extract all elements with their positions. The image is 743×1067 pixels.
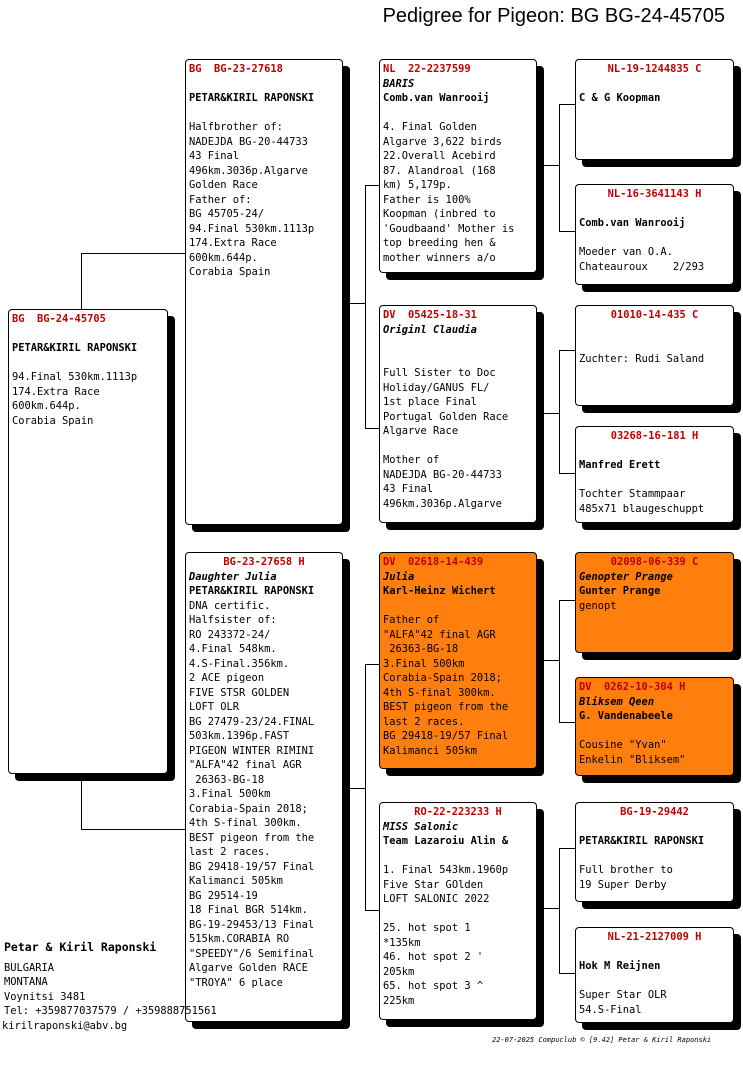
ring-number: DV 0262-10-304 H [579, 681, 686, 693]
note-line: Portugal Golden Race [383, 410, 509, 423]
owner-name: Team Lazaroiu Alin & [383, 835, 509, 847]
note-line: NADEJDA BG-20-44733 [383, 468, 502, 481]
note-line: Moeder van O.A. [579, 246, 673, 258]
note-line: 43 Final [383, 483, 434, 495]
connector-line [365, 185, 366, 429]
note-line: Algarve Race [383, 425, 459, 437]
breeder-region: MONTANA [4, 976, 48, 988]
note-line: 65. hot spot 3 ^ [383, 980, 484, 992]
pigeon-name: Bliksem Qeen [579, 695, 655, 708]
connector-line [559, 350, 560, 474]
note-line: Mother of [383, 454, 440, 466]
pigeon-card-dam-sire[interactable] [379, 552, 537, 769]
note-line: 1st place Final [383, 396, 477, 408]
note-line: BG 45705-24/ [189, 208, 265, 220]
ring-number: 03268-16-181 H [610, 430, 699, 442]
ring-number: NL-16-3641143 H [607, 188, 702, 200]
note-line: 174.Extra Race [12, 385, 100, 398]
note-line: Holiday/GANUS FL/ [383, 381, 490, 394]
note-line: Golden Race [189, 179, 258, 191]
note-line: 'Goudbaand' Mother is [383, 222, 515, 235]
note-line: "SPEEDY"/6 Semifinal [189, 947, 315, 960]
note-line: 4th S-final 300km. [189, 817, 302, 829]
ring-number: NL-21-2127009 H [607, 931, 702, 943]
connector-line [537, 908, 560, 909]
note-line: BG-19-29453/13 Final [189, 918, 315, 931]
connector-line [81, 829, 185, 830]
note-line: LOFT OLR [189, 701, 240, 713]
note-line: 1. Final 543km.1960p [383, 864, 509, 876]
note-line: 4.S-Final.356km. [189, 657, 290, 670]
pigeon-name: MISS Salonic [383, 820, 459, 833]
pigeon-card-dam-sire-sire[interactable] [575, 552, 734, 653]
pigeon-card-subject[interactable] [8, 309, 168, 774]
owner-name: G. Vandenabeele [579, 710, 673, 722]
ring-number: BG BG-24-45705 [12, 313, 106, 325]
owner-name: Karl-Heinz Wichert [383, 585, 496, 597]
note-line: Cousine "Yvan" [579, 739, 667, 751]
note-line: Father is 100% [383, 193, 471, 206]
connector-line [365, 664, 379, 665]
owner-name: Gunter Prange [579, 585, 661, 597]
breeder-country: BULGARIA [4, 961, 55, 974]
note-line: 496km.3036p.Algarve [189, 164, 308, 177]
connector-line [365, 910, 379, 911]
note-line: Super Star OLR [579, 989, 667, 1001]
owner-name: Comb.van Wanrooij [383, 92, 490, 104]
note-line: DNA certific. [189, 599, 271, 612]
pigeon-card-sire-dam[interactable] [379, 305, 537, 523]
note-line: 4.Final 548km. [189, 643, 277, 655]
pigeon-name: Originl Claudia [383, 323, 477, 336]
pigeon-card-sire-sire[interactable] [379, 59, 537, 273]
note-line: last 2 races. [383, 715, 465, 728]
note-line: Full Sister to Doc [383, 367, 496, 379]
note-line: "ALFA"42 final AGR [189, 759, 302, 771]
connector-line [559, 350, 575, 351]
connector-line [559, 104, 560, 232]
note-line: Corabia-Spain 2018; [189, 802, 308, 815]
note-line: *135km [383, 936, 421, 949]
note-line: 503km.1396p.FAST [189, 730, 290, 742]
note-line: 25. hot spot 1 [383, 922, 471, 934]
connector-line [559, 600, 575, 601]
owner-name: Hok M Reijnen [579, 960, 661, 972]
connector-line [559, 722, 575, 723]
note-line: Corabia Spain [189, 266, 271, 278]
note-line: Kalimanci 505km [383, 744, 477, 757]
note-line: 46. hot spot 2 ' [383, 951, 484, 963]
connector-line [343, 303, 366, 304]
connector-line [559, 473, 575, 474]
breeder-info [2, 940, 217, 1033]
note-line: Tochter Stammpaar [579, 488, 686, 500]
note-line: Algarve 3,622 birds [383, 135, 502, 148]
note-line: NADEJDA BG-20-44733 [189, 135, 308, 148]
note-line: 205km [383, 965, 415, 978]
ring-number: NL 22-2237599 [383, 63, 471, 75]
pigeon-name: Julia [383, 570, 415, 583]
note-line: LOFT SALONIC 2022 [383, 893, 490, 905]
note-line: BG 29418-19/57 Final [383, 730, 509, 742]
note-line: 2 ACE pigeon [189, 672, 265, 684]
note-line: 3.Final 500km [383, 657, 465, 670]
connector-line [537, 165, 560, 166]
ring-number: RO-22-223233 H [414, 806, 502, 818]
note-line: "TROYA" 6 place [189, 976, 283, 989]
note-line: 22.Overall Acebird [383, 150, 496, 162]
connector-line [537, 413, 560, 414]
owner-name: PETAR&KIRIL RAPONSKI [189, 585, 315, 597]
note-line: RO 243372-24/ [189, 628, 271, 641]
pigeon-name: BARIS [383, 77, 415, 90]
note-line: Kalimanci 505km [189, 875, 283, 887]
pigeon-card-dam-sire-dam[interactable] [575, 677, 734, 776]
note-line: "ALFA"42 final AGR [383, 628, 496, 641]
note-line: Chateauroux 2/293 [579, 260, 705, 273]
note-line: BG 27479-23/24.FINAL [189, 715, 315, 728]
pigeon-card-sire-dam-dam[interactable] [575, 426, 734, 523]
footer-credits: 22-07-2025 Compuclub © [9.42] Petar & Kiril Raponski [492, 1036, 712, 1044]
owner-name: PETAR&KIRIL RAPONSKI [579, 835, 705, 847]
note-line: Algarve Golden RACE [189, 962, 308, 974]
note-line: genopt [579, 599, 617, 612]
owner-name: PETAR&KIRIL RAPONSKI [12, 342, 138, 354]
breeder-phone: Tel: +359877037579 / +359888751561 [4, 1005, 217, 1017]
note-line: 26363-BG-18 [189, 773, 265, 786]
note-line: Koopman (inbred to [383, 208, 496, 220]
connector-line [537, 660, 560, 661]
note-line: Enkelin "Bliksem" [579, 753, 686, 766]
ring-number: NL-19-1244835 C [607, 63, 702, 75]
breeder-email: kirilraponski@abv.bg [2, 1019, 128, 1032]
note-line: 496km.3036p.Algarve [383, 497, 502, 510]
ring-number: BG-19-29442 [620, 806, 689, 818]
note-line: 94.Final 530km.1113p [189, 222, 315, 235]
connector-line [559, 231, 575, 232]
pigeon-card-sire-dam-sire[interactable] [575, 305, 734, 406]
pigeon-name: Daughter Julia [189, 570, 277, 583]
note-line: km) 5,179p. [383, 179, 452, 191]
note-line: 26363-BG-18 [383, 643, 459, 655]
pigeon-card-dam-dam-dam[interactable] [575, 927, 734, 1023]
pigeon-card-sire[interactable] [185, 59, 343, 525]
ring-number: BG-23-27658 H [223, 556, 305, 568]
note-line: top breeding hen & [383, 237, 496, 249]
note-line: BG 29418-19/57 Final [189, 860, 315, 873]
ring-number: DV 02618-14-439 [383, 556, 484, 568]
connector-line [559, 973, 575, 974]
note-line: Father of: [189, 193, 252, 206]
note-line: 3.Final 500km [189, 788, 271, 800]
note-line: 600km.644p. [189, 251, 258, 264]
connector-line [81, 253, 185, 254]
note-line: 54.S-Final [579, 1003, 642, 1016]
connector-line [365, 428, 379, 429]
note-line: Corabia-Spain 2018; [383, 672, 502, 684]
note-line: 18 Final BGR 514km. [189, 904, 308, 916]
note-line: BG 29514-19 [189, 889, 258, 902]
ring-number: DV 05425-18-31 [383, 309, 477, 321]
note-line: 600km.644p. [12, 400, 81, 412]
pigeon-card-sire-sire-sire[interactable] [575, 59, 734, 160]
owner-name: C & G Koopman [579, 92, 661, 104]
note-line: 43 Final [189, 150, 240, 162]
ring-number: 02098-06-339 C [610, 556, 699, 568]
note-line: 515km.CORABIA RO [189, 933, 290, 945]
note-line: BEST pigeon from the [189, 831, 315, 844]
note-line: 19 Super Derby [579, 878, 667, 891]
owner-name: Zuchter: Rudi Saland [579, 352, 705, 365]
note-line: Full brother to [579, 864, 673, 876]
connector-line [365, 185, 379, 186]
pigeon-card-dam-dam[interactable] [379, 802, 537, 1020]
note-line: Father of [383, 614, 440, 626]
note-line: Five Star GOlden [383, 878, 484, 891]
owner-name: Comb.van Wanrooij [579, 217, 686, 229]
note-line: Halfsister of: [189, 614, 277, 626]
note-line: mother winners a/o [383, 251, 496, 264]
note-line: 4. Final Golden [383, 121, 477, 133]
note-line: 485x71 blaugeschuppt [579, 502, 705, 515]
connector-line [559, 600, 560, 723]
connector-line [559, 848, 575, 849]
page-title: Pedigree for Pigeon: BG BG-24-45705 [382, 5, 725, 27]
note-line: PIGEON WINTER RIMINI [189, 744, 315, 757]
note-line: Corabia Spain [12, 414, 94, 427]
note-line: Halfbrother of: [189, 121, 283, 133]
pigeon-card-dam-dam-sire[interactable] [575, 802, 734, 902]
pigeon-card-sire-sire-dam[interactable] [575, 184, 734, 285]
owner-name: Manfred Erett [579, 459, 661, 471]
note-line: 174.Extra Race [189, 237, 277, 249]
connector-line [559, 104, 575, 105]
note-line: BEST pigeon from the [383, 701, 509, 713]
breeder-name: Petar & Kiril Raponski [4, 940, 157, 954]
breeder-address: Voynitsi 3481 [4, 990, 86, 1003]
ring-number: BG BG-23-27618 [189, 63, 283, 75]
note-line: 87. Alandroal (168 [383, 164, 496, 177]
ring-number: 01010-14-435 C [610, 309, 699, 321]
connector-line [343, 788, 366, 789]
owner-name: PETAR&KIRIL RAPONSKI [189, 92, 315, 104]
note-line: FIVE STSR GOLDEN [189, 686, 290, 699]
note-line: 94.Final 530km.1113p [12, 371, 138, 383]
note-line: last 2 races. [189, 846, 271, 858]
pigeon-name: Genopter Prange [579, 570, 673, 583]
connector-line [559, 848, 560, 974]
note-line: 225km [383, 994, 415, 1007]
note-line: 4th S-final 300km. [383, 686, 496, 699]
